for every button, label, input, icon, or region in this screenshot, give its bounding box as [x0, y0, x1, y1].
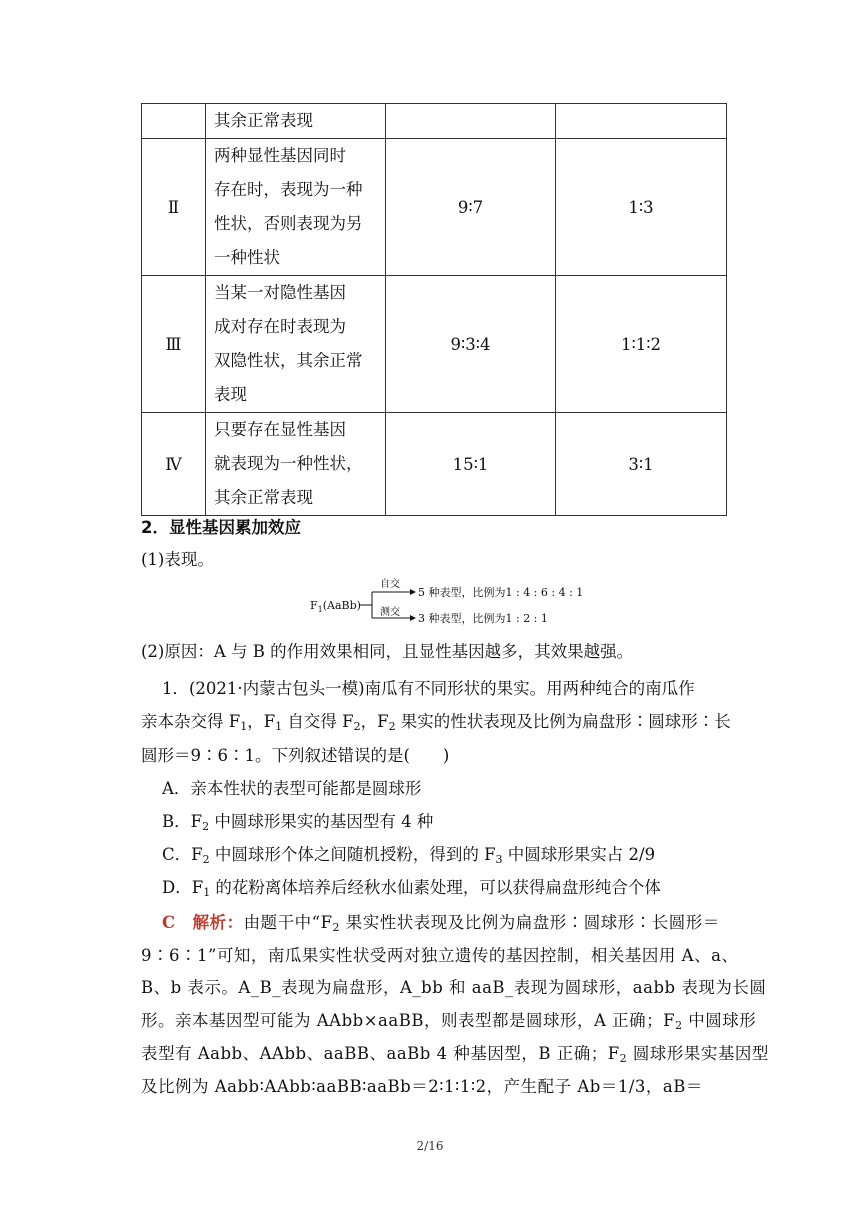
f2-ratio-cell: 9∶3∶4 [386, 276, 556, 413]
description-cell: 只要存在显性基因 就表现为一种性状， 其余正常表现 [206, 413, 386, 516]
description-cell: 两种显性基因同时 存在时，表现为一种 性状，否则表现为另 一种性状 [206, 139, 386, 276]
type-cell: Ⅱ [142, 139, 206, 276]
selfing-result: 5 种表型，比例为1 : 4 : 6 : 4 : 1 [418, 586, 584, 599]
analysis-line5: 表型有 Aabb、AAbb、aaBB、aaBb 4 种基因型，B 正确；$F_2$ 圆球形果实基因型 [141, 1044, 769, 1065]
testcross-result: 3 种表型，比例为1 : 2 : 1 [418, 612, 548, 625]
item-1-text: (1)表现。 [141, 550, 214, 569]
type-cell [142, 104, 206, 139]
analysis-line1: C 解析：由题干中“$F_2$ 果实性状表现及比例为扁盘形∶圆球形∶长圆形＝ [162, 913, 720, 934]
f2-ratio-cell: 9∶7 [386, 139, 556, 276]
gene-interaction-table [141, 103, 727, 516]
table-row [142, 276, 727, 413]
item-2-text: (2)原因：A 与 B 的作用效果相同，且显性基因越多，其效果越强。 [141, 642, 634, 661]
question-stem-line3: 圆形＝9∶6∶1。下列叙述错误的是( ) [141, 746, 450, 765]
option-a: A．亲本性状的表型可能都是圆球形 [162, 779, 422, 798]
section-heading: 2．显性基因累加效应 [141, 518, 301, 537]
answer-letter: C [162, 913, 176, 932]
option-b: B．$F_2$ 中圆球形果实的基因型有 4 种 [162, 812, 434, 833]
f2-ratio-cell: 15∶1 [386, 413, 556, 516]
testcross-ratio-cell: 3∶1 [556, 413, 727, 516]
testcross-ratio-cell: 1∶3 [556, 139, 727, 276]
analysis-line6: 及比例为 Aabb∶AAbb∶aaBB∶aaBb＝2∶1∶1∶2，产生配子 Ab＝1/3，aB＝ [141, 1077, 703, 1096]
question-stem-line1: 1．(2021·内蒙古包头一模)南瓜有不同形状的果实。用两种纯合的南瓜作 [162, 679, 695, 698]
analysis-line2: 9∶6∶1”可知，南瓜果实性状受两对独立遗传的基因控制，相关基因用 A、a、 [141, 946, 739, 965]
testcross-label: 测交 [380, 607, 400, 618]
description-cell: 当某一对隐性基因 成对存在时表现为 双隐性状，其余正常 表现 [206, 276, 386, 413]
svg-text:F1(AaBb): $F_1(AaBb)$ [310, 599, 361, 614]
option-c: C．$F_2$ 中圆球形个体之间随机授粉，得到的 $F_3$ 中圆球形果实占 2/9 [162, 845, 656, 866]
option-d: D．$F_1$ 的花粉离体培养后经秋水仙素处理，可以获得扁盘形纯合个体 [162, 878, 661, 899]
question-stem-line2: 亲本杂交得 $F_1$，$F_1$ 自交得 $F_2$，$F_2$ 果实的性状表现及比例为扁盘形∶圆球形∶长 [141, 712, 731, 733]
selfing-label: 自交 [380, 579, 400, 590]
type-cell: Ⅳ [142, 413, 206, 516]
description-cell: 其余正常表现 [206, 104, 386, 139]
page-number: 2/16 [416, 1139, 444, 1153]
analysis-line4: 形。亲本基因型可能为 AAbb×aaBB，则表型都是圆球形，A 正确；$F_2$ 中圆球形 [141, 1011, 757, 1032]
table-row [142, 104, 727, 139]
cross-diagram [300, 575, 620, 633]
testcross-ratio-cell: 1∶1∶2 [556, 276, 727, 413]
table-row [142, 413, 727, 516]
testcross-ratio-cell [556, 104, 727, 139]
table-row [142, 139, 727, 276]
analysis-line3: B、b 表示。A_B_表现为扁盘形，A_bb 和 aaB_表现为圆球形，aabb 表现为长圆 [141, 978, 767, 997]
type-cell: Ⅲ [142, 276, 206, 413]
f2-ratio-cell [386, 104, 556, 139]
analysis-label: 解析： [192, 913, 244, 932]
